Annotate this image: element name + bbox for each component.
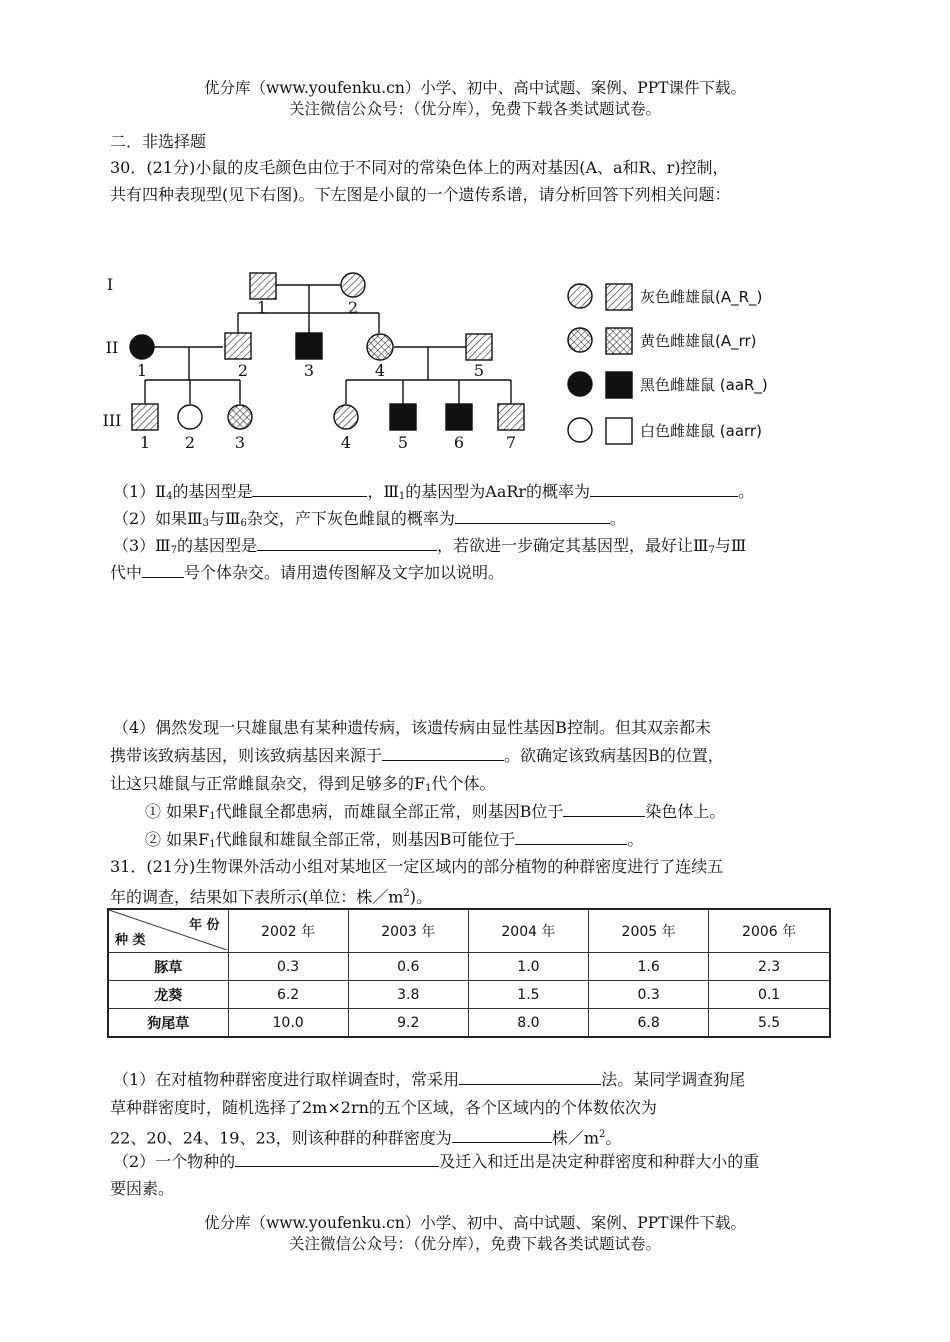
q30-intro-2: 共有四种表现型(见下右图)。下左图是小鼠的一个遗传系谱，请分析回答下列相关问题： — [110, 185, 731, 204]
year-header: 2006 年 — [709, 909, 830, 953]
q30-part4-case1: ① 如果$F_1$代雌鼠全都患病，而雄鼠全部正常，则基因B位于 染色体上。 — [145, 802, 726, 822]
header-line-2: 关注微信公众号：（优分库），免费下载各类试题试卷。 — [288, 100, 661, 118]
answer-blank[interactable] — [455, 507, 610, 524]
q30-intro-1: 30．(21分)小鼠的皮毛颜色由位于不同对的常染色体上的两对基因(A、a和R、r)控制， — [110, 158, 729, 177]
pedigree-III6 — [446, 404, 472, 430]
table-cell: 0.3 — [228, 953, 348, 981]
table-cell: 5.5 — [709, 1009, 830, 1038]
legend-white: 白色雌雄鼠 (aarr) — [640, 422, 762, 440]
pedigree-II1 — [130, 335, 154, 359]
q31-intro-2: 年的调查，结果如下表所示(单位：株$/m^2$)。 — [110, 887, 433, 907]
table-cell: 1.0 — [468, 953, 588, 981]
pedigree-II2 — [225, 333, 251, 359]
table-cell: 6.2 — [228, 981, 348, 1009]
pedigree-III1 — [132, 404, 158, 430]
gen-label-III: III — [102, 411, 122, 430]
pedigree-I2 — [341, 273, 365, 297]
q31-part2-line1: （2）一个物种的 及迁入和迁出是决定种群密度和种群大小的重 — [113, 1152, 760, 1171]
gen-label-I: I — [106, 275, 114, 294]
pedigree-I1 — [250, 273, 276, 299]
q30-part4-line3: 让这只雄鼠与正常雌鼠杂交，得到足够多的$F_1$代个体。 — [110, 774, 496, 794]
footer-line-1: 优分库（www.youfenku.cn）小学、初中、高中试题、案例、PPT课件下载。 — [203, 1214, 747, 1232]
q31-part2-line2: 要因素。 — [110, 1179, 175, 1198]
table-cell: 0.3 — [589, 981, 709, 1009]
pedigree-III2 — [178, 405, 202, 429]
q30-part3-line2: 代中 号个体杂交。请用遗传图解及文字加以说明。 — [110, 563, 505, 582]
population-density-table — [107, 908, 831, 1038]
label-III6: 6 — [453, 433, 465, 452]
pedigree-III5 — [390, 404, 416, 430]
label-II4: 4 — [374, 361, 386, 380]
answer-blank[interactable] — [142, 561, 184, 578]
table-cell: 8.0 — [468, 1009, 588, 1038]
year-header: 2002 年 — [228, 909, 348, 953]
q31-part1-line3: 22、20、24、19、23，则该种群的种群密度为 株$/m^2$。 — [110, 1128, 622, 1148]
answer-blank[interactable] — [257, 534, 437, 551]
q30-part4-line2: 携带该致病基因，则该致病基因来源于 。欲确定该致病基因B的位置， — [110, 746, 724, 765]
label-III5: 5 — [397, 433, 409, 452]
answer-blank[interactable] — [590, 480, 738, 497]
corner-label-species: 种 类 — [115, 933, 146, 948]
q30-part3-line1: $(3)Ⅲ_7$的基因型是 ，若欲进一步确定其基因型，最好让$Ⅲ_7$与Ⅲ — [113, 536, 747, 556]
q30-part4-line1: （4）偶然发现一只雄鼠患有某种遗传病，该遗传病由显性基因B控制。但其双亲都未 — [113, 718, 711, 737]
label-III7: 7 — [505, 433, 517, 452]
table-cell: 1.5 — [468, 981, 588, 1009]
section-title: 二．非选择题 — [110, 132, 207, 151]
label-II2: 2 — [237, 361, 249, 380]
footer-line-2: 关注微信公众号：（优分库），免费下载各类试题试卷。 — [288, 1235, 661, 1253]
pedigree-III3 — [228, 405, 252, 429]
pedigree-II5 — [466, 334, 492, 360]
label-II3: 3 — [303, 361, 315, 380]
table-cell: 3.8 — [348, 981, 468, 1009]
label-II1: 1 — [136, 361, 148, 380]
answer-blank[interactable] — [515, 828, 627, 845]
pedigree-III7 — [498, 404, 524, 430]
pedigree-III4 — [334, 405, 358, 429]
label-III3: 3 — [234, 433, 246, 452]
table-row — [108, 953, 830, 981]
year-header: 2005 年 — [589, 909, 709, 953]
species-name: 狗尾草 — [108, 1009, 228, 1038]
label-III4: 4 — [340, 433, 352, 452]
table-cell: 0.6 — [348, 953, 468, 981]
table-header-row — [108, 909, 830, 953]
species-name: 豚草 — [108, 953, 228, 981]
year-header: 2004 年 — [468, 909, 588, 953]
q31-part1-line1: （1）在对植物种群密度进行取样调查时，常采用 法。某同学调查狗尾 — [113, 1070, 746, 1089]
label-II5: 5 — [473, 361, 485, 380]
legend-yellow: 黄色雌雄鼠(A_rr) — [640, 332, 757, 350]
label-I1: 1 — [256, 298, 268, 317]
pedigree-diagram — [95, 258, 555, 458]
label-III2: 2 — [184, 433, 196, 452]
corner-label-year: 年 份 — [188, 918, 220, 933]
species-name: 龙葵 — [108, 981, 228, 1009]
table-cell: 2.3 — [709, 953, 830, 981]
answer-blank[interactable] — [235, 1150, 439, 1167]
label-I2: 2 — [347, 298, 359, 317]
phenotype-legend — [560, 278, 820, 448]
table-row — [108, 1009, 830, 1038]
table-cell: 1.6 — [589, 953, 709, 981]
legend-black: 黑色雌雄鼠 (aaR_) — [640, 376, 768, 394]
answer-blank[interactable] — [382, 744, 504, 761]
table-cell: 6.8 — [589, 1009, 709, 1038]
answer-blank[interactable] — [252, 480, 367, 497]
q31-intro-1: 31．(21分)生物课外活动小组对某地区一定区域内的部分植物的种群密度进行了连续五 — [110, 857, 724, 876]
table-cell: 0.1 — [709, 981, 830, 1009]
q30-part2: （2）如果$Ⅲ_3$与$Ⅲ_6$杂交，产下灰色雌鼠的概率为 。 — [113, 509, 626, 529]
pedigree-II3 — [296, 333, 322, 359]
gen-label-II: II — [105, 338, 119, 357]
table-cell: 9.2 — [348, 1009, 468, 1038]
legend-gray: 灰色雌雄鼠(A_R_) — [640, 288, 763, 306]
pedigree-II4 — [367, 334, 393, 360]
answer-blank[interactable] — [452, 1126, 552, 1143]
table-corner-cell — [108, 909, 228, 953]
q31-part1-line2: 草种群密度时，随机选择了2m×2rn的五个区域，各个区域内的个体数依次为 — [110, 1098, 657, 1117]
q30-part1: $(1)Ⅱ_4$的基因型是 ，$Ⅲ_1$的基因型为AaRr的概率为 。 — [113, 482, 755, 502]
year-header: 2003 年 — [348, 909, 468, 953]
q30-part4-case2: ② 如果$F_1$代雌鼠和雄鼠全部正常，则基因B可能位于 。 — [145, 830, 644, 850]
table-cell: 10.0 — [228, 1009, 348, 1038]
table-row — [108, 981, 830, 1009]
answer-blank[interactable] — [459, 1068, 601, 1085]
answer-blank[interactable] — [563, 800, 645, 817]
header-line-1: 优分库（www.youfenku.cn）小学、初中、高中试题、案例、PPT课件下载。 — [203, 79, 747, 97]
label-III1: 1 — [139, 433, 151, 452]
